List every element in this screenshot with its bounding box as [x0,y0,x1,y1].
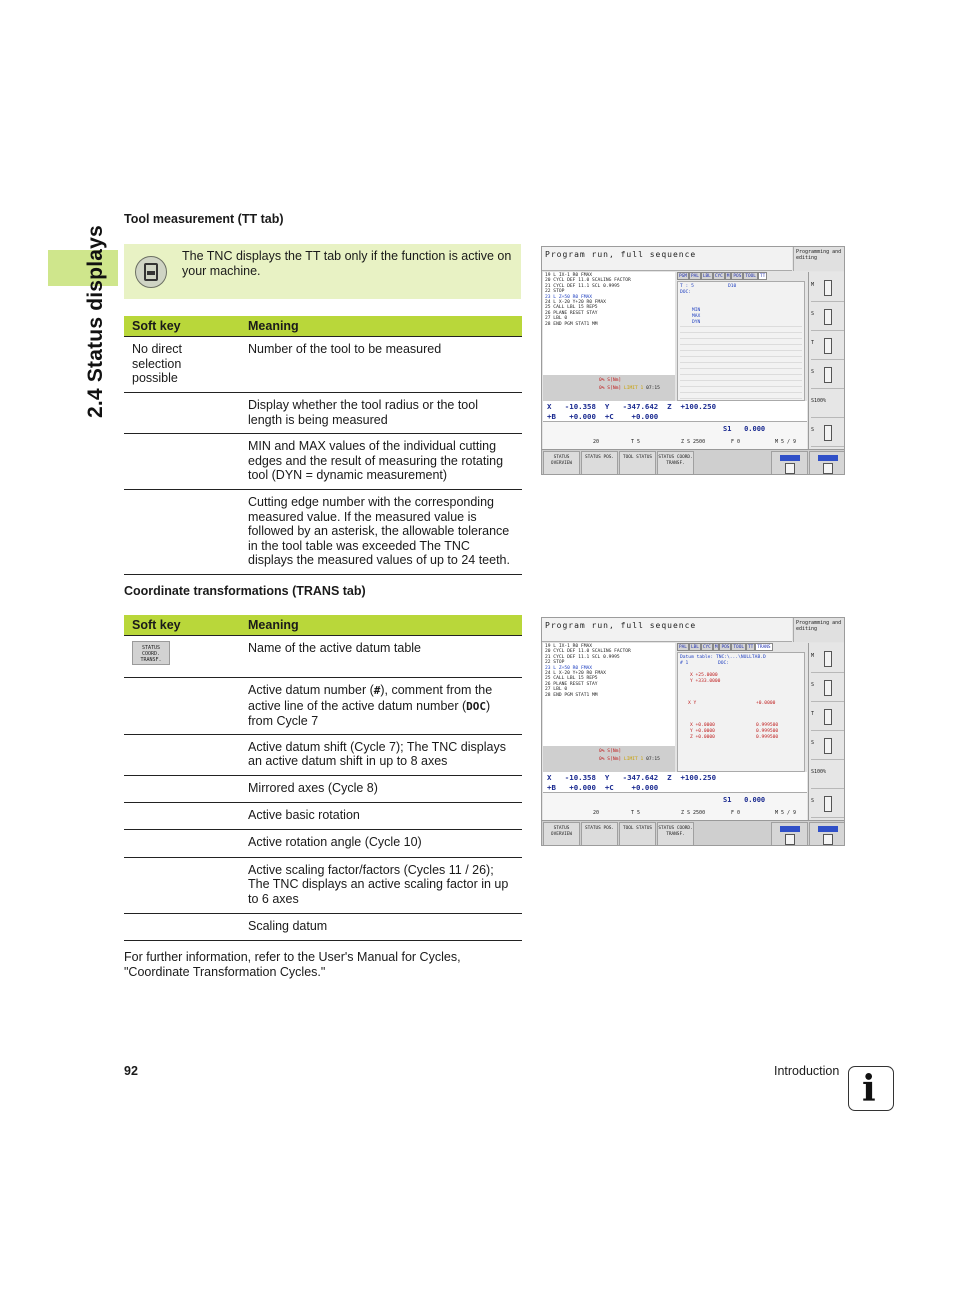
mode-label: Programming and editing [793,618,845,642]
meaning-cell: Name of the active datum table [236,636,522,678]
vkey-s100[interactable] [811,761,845,789]
clock: 07:15 [646,757,660,762]
section-heading-tt: Tool measurement (TT tab) [124,212,284,226]
table-row [124,490,522,575]
header-meaning: Meaning [236,316,522,337]
next-page-softkey[interactable] [809,451,845,475]
override-value: 0% S[Nm] [599,749,622,754]
vkey-s-plus[interactable] [811,732,845,760]
softkey-cell: No direct selection possible [124,337,236,393]
position-row: X -10.358 Y -347.642 Z +100.250 [547,773,717,782]
next-page-softkey[interactable] [809,822,845,846]
softkey-cell [124,775,236,802]
vertical-softkeys [808,643,845,820]
machine-status [543,792,807,820]
table-row [124,802,522,829]
doc-symbol: DOC [466,699,487,713]
vkey-label: S100% [811,769,827,775]
meaning-text: ) from Cycle 7 [248,698,491,728]
program-line: 26 PLANE RESET STAY [545,681,598,687]
vkey-label: T [811,711,815,717]
status-overview-softkey[interactable]: STATUS OVERVIEW [543,822,580,846]
table-row [124,393,522,434]
vkey-label: S [811,369,815,375]
tt-value-grid [680,326,802,400]
status-pos-softkey[interactable]: STATUS POS. [581,451,618,475]
vkey-s[interactable] [811,674,845,702]
footer-section: Introduction [774,1064,840,1078]
override-value: 0% S[Nm] [599,386,622,391]
chapter-title: 2.4 Status displays [84,225,107,418]
header-meaning: Meaning [236,615,522,636]
program-line: 22 STOP [545,660,565,666]
scaling-factor-x: 0.999500 [756,723,779,728]
tt-table [124,316,522,575]
axis-status: Z S 2500 [681,810,706,816]
position-display [543,401,807,421]
machine-status [543,421,807,449]
meaning-cell: Active scaling factor/factors (Cycles 11 / 26); The TNC displays an active scaling factor in up to 6 axes [236,857,522,913]
program-listing [543,643,675,746]
table-row [124,434,522,490]
vkey-label: S [811,311,815,317]
program-line: 20 CYCL DEF 11.0 SCALING FACTOR [545,649,631,655]
mirrored-axes: X Y [688,701,697,706]
position-row: +B +0.000 +C +0.000 [547,412,659,421]
softkey-cell [124,490,236,575]
tnc-screen-trans [541,617,845,846]
tt-d10: D10 [728,284,737,289]
meaning-cell: MIN and MAX values of the individual cutting edges and the result of measuring the rotating tool (DYN = dynamic measurement) [236,434,522,490]
table-row [124,636,522,678]
vkey-label: S [811,427,815,433]
vkey-s-minus[interactable] [811,790,845,818]
tab-trans[interactable]: TRANS [757,645,771,650]
trans-table [124,615,522,941]
status-coord-transf-softkey[interactable]: STATUS COORD. TRANSF. [657,451,694,475]
machine-note-icon [135,256,167,288]
scaling-factor-y: 0.999500 [756,729,779,734]
program-line: 24 L X-20 Y+20 R0 FMAX [545,671,606,677]
table-header [124,615,522,636]
prev-page-softkey[interactable] [771,451,808,475]
vkey-s[interactable] [811,303,845,331]
override-bar [543,746,675,772]
tt-min: MIN [692,308,701,313]
basic-rotation: +0.0000 [756,701,776,706]
table-row [124,678,522,735]
screen-header [542,247,792,271]
datum-shift-y: Y +333.0000 [690,679,721,684]
tab-lbl[interactable]: LBL [702,274,711,279]
scaling-factor-z: 0.999500 [756,735,779,740]
program-line: 28 END PGM STAT1 MM [545,321,598,327]
scaling-datum-x: X +0.0000 [690,723,715,728]
tt-dyn: DYN [692,320,701,325]
program-line: 21 CYCL DEF 11.1 SCL 0.9995 [545,654,620,660]
tool-status: T 5 [631,439,641,445]
tab-pgm[interactable]: PGM [679,274,687,279]
vkey-label: S [811,798,815,804]
clock: 07:15 [646,386,660,391]
axis-status: Z S 2500 [681,439,706,445]
page-number: 92 [124,1064,138,1078]
vkey-m[interactable] [811,645,845,673]
chapter-sidebar [48,210,108,420]
meaning-text: ), comment from the active line of the active datum number ( [248,683,493,713]
tab-pos[interactable]: POS [721,645,730,650]
program-line: 19 L IX-1 R0 FMAX [545,644,593,649]
program-listing [543,272,675,375]
vkey-label: M [811,282,815,288]
program-line: 24 L X-20 Y+20 R0 FMAX [545,300,606,306]
status-coord-transf-softkey[interactable]: STATUS COORD. TRANSF. [657,822,694,846]
table-row [124,734,522,775]
softkey-cell [124,802,236,829]
vkey-label: S [811,682,815,688]
meaning-cell: Number of the tool to be measured [236,337,522,393]
tab-tool[interactable]: TOOL [745,274,756,279]
spindle-status: S1 0.000 [723,425,766,433]
tt-max: MAX [692,314,701,319]
meaning-text: Active datum number ( [248,683,374,697]
table-row [124,775,522,802]
program-line: 21 CYCL DEF 11.1 SCL 0.9995 [545,283,620,289]
header-softkey: Soft key [124,316,236,337]
program-line: 28 END PGM STAT1 MM [545,692,598,698]
tool-status-softkey[interactable]: TOOL STATUS [619,822,656,846]
tab-pos[interactable]: POS [733,274,742,279]
softkey-cell [124,734,236,775]
vkey-label: S [811,740,815,746]
meaning-cell: Display whether the tool radius or the tool length is being measured [236,393,522,434]
meaning-cell: Cutting edge number with the corresponding measured value. If the measured value is followed by an asterisk, the allowable tolerance in the tool table was exceeded The TNC displays the measured values of up to 24 teeth. [236,490,522,575]
program-line: 19 L IX-1 R0 FMAX [545,273,593,278]
info-icon [848,1066,894,1111]
tool-status: T 5 [631,810,641,816]
program-line: 23 L Z+50 R0 FMAX [545,294,593,300]
tab-m[interactable]: M [714,645,718,650]
tab-tt[interactable]: TT [759,274,766,279]
table-row [124,857,522,913]
vkey-s-plus[interactable] [811,361,845,389]
tab-lbl[interactable]: LBL [690,645,699,650]
vkey-t[interactable] [811,703,845,731]
note-box [124,244,521,299]
screen-title: Program run, full sequence [545,250,697,259]
meaning-cell: Active rotation angle (Cycle 10) [236,829,522,857]
program-line: 25 CALL LBL 15 REP5 [545,676,598,682]
softkey-cell [124,434,236,490]
feed-status: F 0 [731,439,741,445]
hash-symbol: # [373,684,381,697]
tab-pal[interactable]: PAL [690,274,699,279]
softkey-cell [124,857,236,913]
override-value: 0% S[Nm] [599,757,622,762]
trans-status-body [677,652,805,772]
section-heading-trans: Coordinate transformations (TRANS tab) [124,584,366,598]
scaling-datum-y: Y +0.0000 [690,729,715,734]
position-row: +B +0.000 +C +0.000 [547,783,659,792]
scaling-datum-z: Z +0.0000 [690,735,715,740]
vertical-softkeys [808,272,845,449]
header-softkey: Soft key [124,615,236,636]
vkey-s100[interactable] [811,390,845,418]
tnc-screen-tt [541,246,845,475]
prev-page-softkey[interactable] [771,822,808,846]
spindle-status: S1 0.000 [723,796,766,804]
tab-cyc[interactable]: CYC [714,274,723,279]
program-line: 25 CALL LBL 15 REP5 [545,305,598,311]
closing-paragraph: For further information, refer to the User's Manual for Cycles, "Coordinate Transformation Cycles." [124,950,461,979]
softkey-cell [124,636,236,678]
m-status: M 5 / 9 [775,810,797,816]
limit-label: LIMIT 1 [623,757,644,762]
limit-label: LIMIT 1 [623,386,644,391]
datum-doc: DOC: [718,661,730,666]
table-row [124,829,522,857]
datum-number: # 1 [680,661,689,666]
meaning-cell: Mirrored axes (Cycle 8) [236,775,522,802]
meaning-cell: Scaling datum [236,913,522,940]
note-text: The TNC displays the TT tab only if the function is active on your machine. [182,249,512,278]
softkey-cell [124,393,236,434]
tab-m[interactable]: M [726,274,730,279]
tt-doc: DOC: [680,290,692,295]
softkey-cell [124,678,236,735]
vkey-t[interactable] [811,332,845,360]
override-status: 20 [593,810,600,816]
screen-header [542,618,792,642]
position-row: X -10.358 Y -347.642 Z +100.250 [547,402,717,411]
vkey-label: M [811,653,815,659]
info-glyph: i [862,1068,876,1110]
tab-tool[interactable]: TOOL [733,645,744,650]
position-display [543,772,807,792]
vkey-m[interactable] [811,274,845,302]
program-line: 20 CYCL DEF 11.0 SCALING FACTOR [545,278,631,284]
softkey-cell [124,913,236,940]
table-header [124,316,522,337]
override-row [547,756,671,764]
tool-status-softkey[interactable]: TOOL STATUS [619,451,656,475]
tab-pal[interactable]: PAL [679,645,687,650]
vkey-label: T [811,340,815,346]
program-line: 23 L Z+50 R0 FMAX [545,665,593,671]
override-status: 20 [593,439,600,445]
override-value: 0% S[Nm] [599,378,622,383]
tt-tool-number: T : 5 [680,284,694,289]
meaning-cell [236,678,522,735]
softkey-bar [542,820,845,846]
program-line: 26 PLANE RESET STAY [545,310,598,316]
program-line: 27 LBL 0 [545,316,568,322]
table-row [124,337,522,393]
status-coord-transf-softkey[interactable]: STATUS COORD. TRANSF. [132,641,170,665]
status-tabs [677,272,807,281]
override-bar [543,375,675,401]
screen-title: Program run, full sequence [545,621,697,630]
meaning-cell: Active basic rotation [236,802,522,829]
program-line: 27 LBL 0 [545,687,568,693]
tab-cyc[interactable]: CYC [702,645,711,650]
program-line: 22 STOP [545,289,565,295]
m-status: M 5 / 9 [775,439,797,445]
vkey-s-minus[interactable] [811,419,845,447]
meaning-cell: Active datum shift (Cycle 7); The TNC displays an active datum shift in up to 8 axes [236,734,522,775]
table-row [124,913,522,940]
feed-status: F 0 [731,810,741,816]
status-overview-softkey[interactable]: STATUS OVERVIEW [543,451,580,475]
tt-status-body [677,281,805,401]
status-tabs [677,643,807,652]
datum-table: Datum table: TNC:\...\NULLTAB.D [680,655,766,660]
mode-label: Programming and editing [793,247,845,271]
status-pos-softkey[interactable]: STATUS POS. [581,822,618,846]
softkey-cell [124,829,236,857]
override-row [547,385,671,393]
vkey-label: S100% [811,398,827,404]
softkey-bar [542,449,845,475]
datum-shift-x: X +25.0000 [690,673,718,678]
tab-tt[interactable]: TT [747,645,754,650]
